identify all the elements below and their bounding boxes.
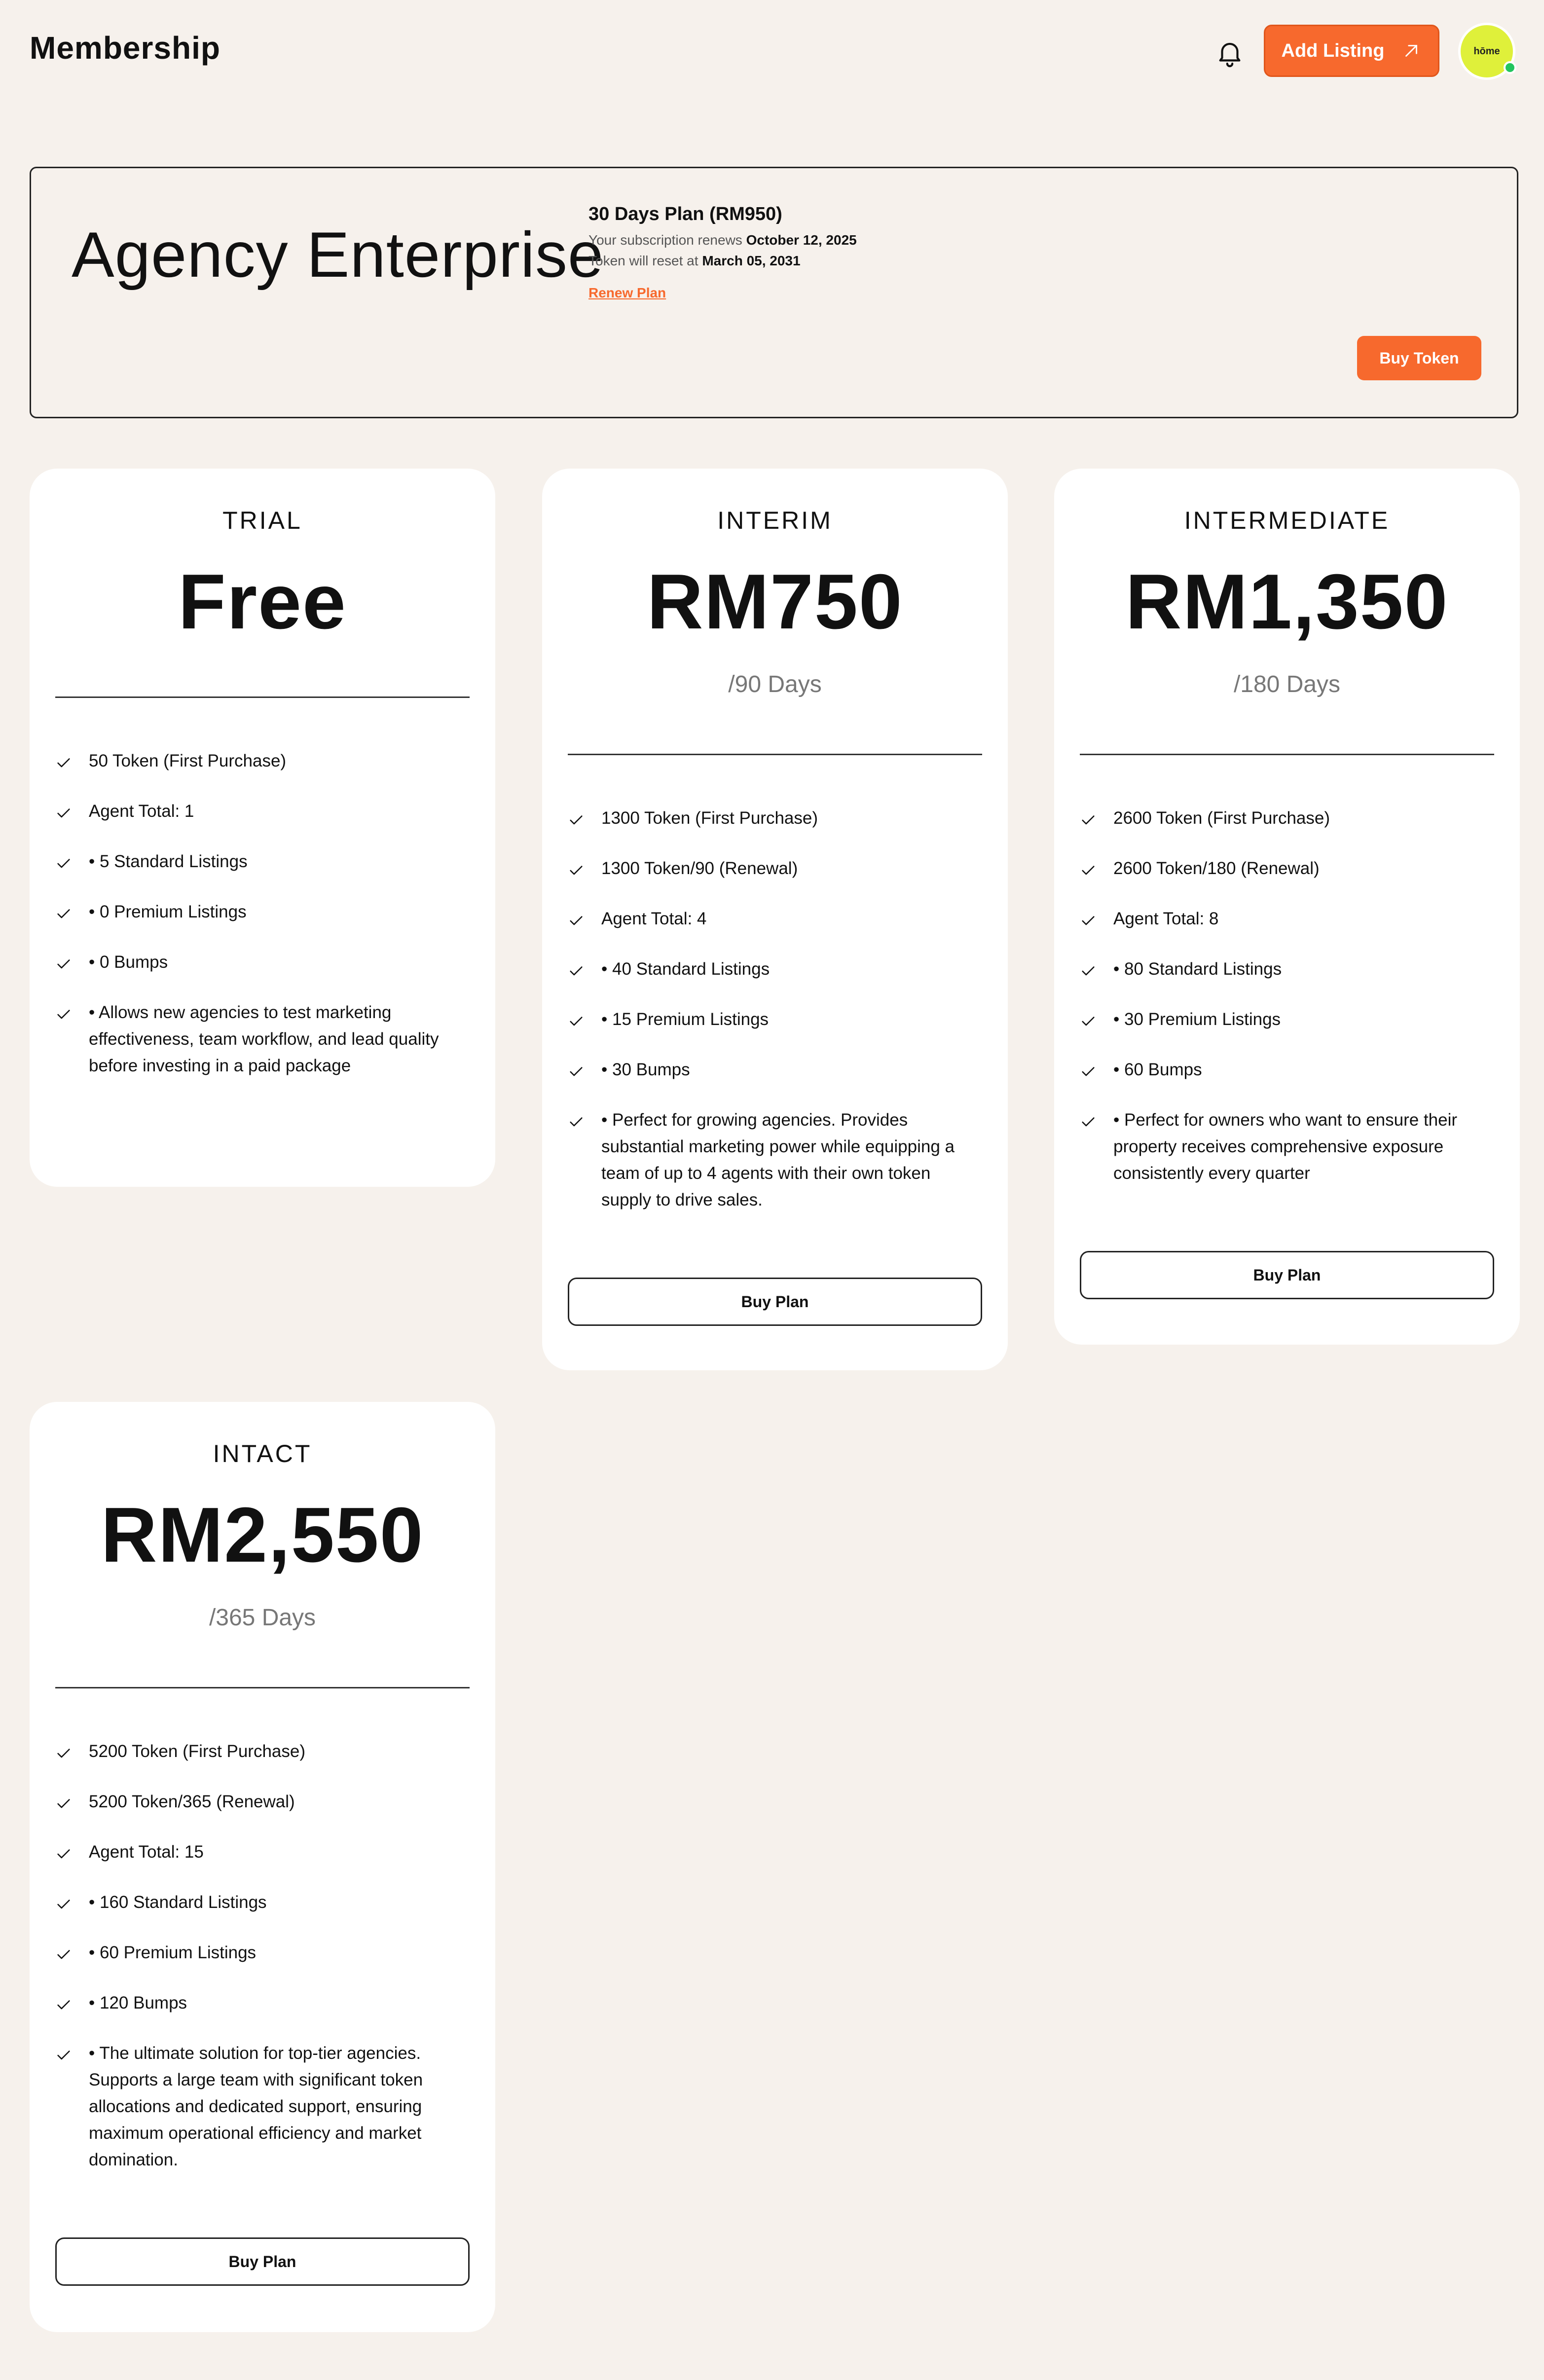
buy-plan-button[interactable]: Buy Plan <box>568 1278 982 1326</box>
feature-item <box>55 999 470 1079</box>
check-icon <box>1080 1114 1097 1131</box>
renew-prefix: Your subscription renews <box>588 232 742 248</box>
feature-text: 1300 Token/90 (Renewal) <box>601 859 798 878</box>
feature-item <box>1080 805 1494 832</box>
check-icon <box>568 913 585 929</box>
plan-title: INTERMEDIATE <box>1184 507 1390 534</box>
check-icon <box>568 862 585 879</box>
page-title: Membership <box>30 30 221 66</box>
check-icon <box>55 1795 72 1812</box>
feature-text: Agent Total: 1 <box>89 802 194 821</box>
renew-date: October 12, 2025 <box>746 232 857 248</box>
avatar-logo-text: hōme <box>1473 45 1500 57</box>
feature-item <box>1080 1057 1494 1083</box>
check-icon <box>55 956 72 973</box>
feature-item <box>568 855 982 882</box>
check-icon <box>55 855 72 872</box>
feature-item <box>55 1738 470 1765</box>
feature-text: • Allows new agencies to test marketing effectiveness, team workflow, and lead quality before investing in a paid package <box>89 1003 439 1075</box>
check-icon <box>1080 862 1097 879</box>
current-plan-name: Agency Enterprise <box>72 219 604 291</box>
feature-item <box>55 1990 470 2016</box>
check-icon <box>568 963 585 980</box>
plan-period: /180 Days <box>1233 671 1341 697</box>
plan-price: RM1,350 <box>1125 558 1449 645</box>
feature-text: Agent Total: 4 <box>601 909 707 928</box>
feature-text: • 15 Premium Listings <box>601 1010 769 1029</box>
check-icon <box>55 1997 72 2014</box>
feature-item <box>55 1940 470 1966</box>
feature-text: • 60 Premium Listings <box>89 1943 257 1962</box>
feature-item <box>1080 1006 1494 1033</box>
feature-text: 50 Token (First Purchase) <box>89 751 287 770</box>
feature-item <box>568 1057 982 1083</box>
check-icon <box>55 1745 72 1762</box>
add-listing-label: Add Listing <box>1281 40 1385 61</box>
plan-period: /90 Days <box>728 671 822 697</box>
plan-divider <box>1080 754 1494 755</box>
check-icon <box>1080 812 1097 829</box>
feature-item <box>55 2040 470 2173</box>
check-icon <box>1080 1013 1097 1030</box>
feature-text: 2600 Token (First Purchase) <box>1113 808 1330 828</box>
plan-title: INTACT <box>213 1440 312 1467</box>
buy-token-button[interactable]: Buy Token <box>1357 336 1481 380</box>
renew-line <box>588 230 857 251</box>
feature-text: 2600 Token/180 (Renewal) <box>1113 859 1320 878</box>
feature-text: Agent Total: 15 <box>89 1842 204 1862</box>
plan-divider <box>55 1687 470 1688</box>
bell-icon[interactable] <box>1214 37 1245 68</box>
feature-text: • 160 Standard Listings <box>89 1893 267 1912</box>
feature-item <box>55 848 470 875</box>
feature-text: 5200 Token (First Purchase) <box>89 1742 306 1761</box>
feature-text: • Perfect for growing agencies. Provides substantial marketing power while equipping a team of up to 4 agents with their own token supply to drive sales. <box>601 1110 955 1209</box>
check-icon <box>55 755 72 771</box>
feature-item <box>568 1107 982 1213</box>
feature-text: • 60 Bumps <box>1113 1060 1202 1079</box>
feature-item <box>55 798 470 825</box>
feature-item <box>568 1006 982 1033</box>
feature-item <box>55 899 470 925</box>
plan-card-interim <box>542 469 1008 1370</box>
add-listing-button[interactable] <box>1264 25 1439 77</box>
plan-title: TRIAL <box>222 507 302 534</box>
check-icon <box>55 2047 72 2064</box>
feature-item <box>55 1789 470 1815</box>
plan-card-intact <box>30 1402 495 2332</box>
current-plan-card <box>30 167 1518 418</box>
reset-line <box>588 251 857 271</box>
feature-text: • 40 Standard Listings <box>601 959 770 979</box>
plan-price: RM2,550 <box>101 1492 424 1578</box>
feature-text: Agent Total: 8 <box>1113 909 1219 928</box>
feature-text: • 80 Standard Listings <box>1113 959 1282 979</box>
plan-divider <box>55 696 470 698</box>
check-icon <box>55 1946 72 1963</box>
feature-item <box>55 949 470 976</box>
check-icon <box>55 906 72 922</box>
feature-item <box>55 748 470 774</box>
feature-item <box>55 1889 470 1916</box>
feature-text: 5200 Token/365 (Renewal) <box>89 1792 295 1811</box>
plan-title: INTERIM <box>717 507 833 534</box>
feature-item <box>1080 1107 1494 1187</box>
check-icon <box>568 812 585 829</box>
check-icon <box>1080 963 1097 980</box>
feature-item <box>568 906 982 932</box>
check-icon <box>568 1114 585 1131</box>
reset-prefix: Token will reset at <box>588 253 698 268</box>
feature-item <box>55 1839 470 1866</box>
feature-text: • 0 Bumps <box>89 952 168 972</box>
plan-card-intermediate <box>1054 469 1520 1345</box>
feature-text: • 5 Standard Listings <box>89 852 248 871</box>
feature-text: • 30 Bumps <box>601 1060 690 1079</box>
buy-plan-button[interactable]: Buy Plan <box>55 2237 470 2286</box>
current-plan-info <box>588 204 857 301</box>
plan-price: RM750 <box>647 558 903 645</box>
feature-item <box>1080 855 1494 882</box>
arrow-up-right-icon <box>1401 40 1422 61</box>
check-icon <box>1080 913 1097 929</box>
feature-text: • 30 Premium Listings <box>1113 1010 1281 1029</box>
buy-plan-button[interactable]: Buy Plan <box>1080 1251 1494 1299</box>
feature-item <box>1080 906 1494 932</box>
check-icon <box>1080 1063 1097 1080</box>
plan-period: /365 Days <box>209 1605 316 1631</box>
reset-date: March 05, 2031 <box>702 253 801 268</box>
feature-text: • The ultimate solution for top-tier agencies. Supports a large team with significant token allocations and dedicated support, ensuring maximum operational efficiency and market domination. <box>89 2044 423 2169</box>
check-icon <box>55 1896 72 1913</box>
feature-text: • 0 Premium Listings <box>89 902 247 921</box>
feature-text: • Perfect for owners who want to ensure their property receives comprehensive exposure consistently every quarter <box>1113 1110 1458 1183</box>
check-icon <box>568 1013 585 1030</box>
plan-price: Free <box>178 558 347 645</box>
current-plan-period: 30 Days Plan (RM950) <box>588 204 782 224</box>
feature-text: 1300 Token (First Purchase) <box>601 808 818 828</box>
check-icon <box>55 1846 72 1863</box>
renew-plan-link[interactable]: Renew Plan <box>588 285 666 300</box>
plan-divider <box>568 754 982 755</box>
feature-item <box>568 956 982 983</box>
online-status-dot <box>1504 61 1516 74</box>
check-icon <box>568 1063 585 1080</box>
plan-card-trial <box>30 469 495 1187</box>
feature-item <box>1080 956 1494 983</box>
check-icon <box>55 805 72 822</box>
feature-item <box>568 805 982 832</box>
check-icon <box>55 1006 72 1023</box>
feature-text: • 120 Bumps <box>89 1993 187 2013</box>
